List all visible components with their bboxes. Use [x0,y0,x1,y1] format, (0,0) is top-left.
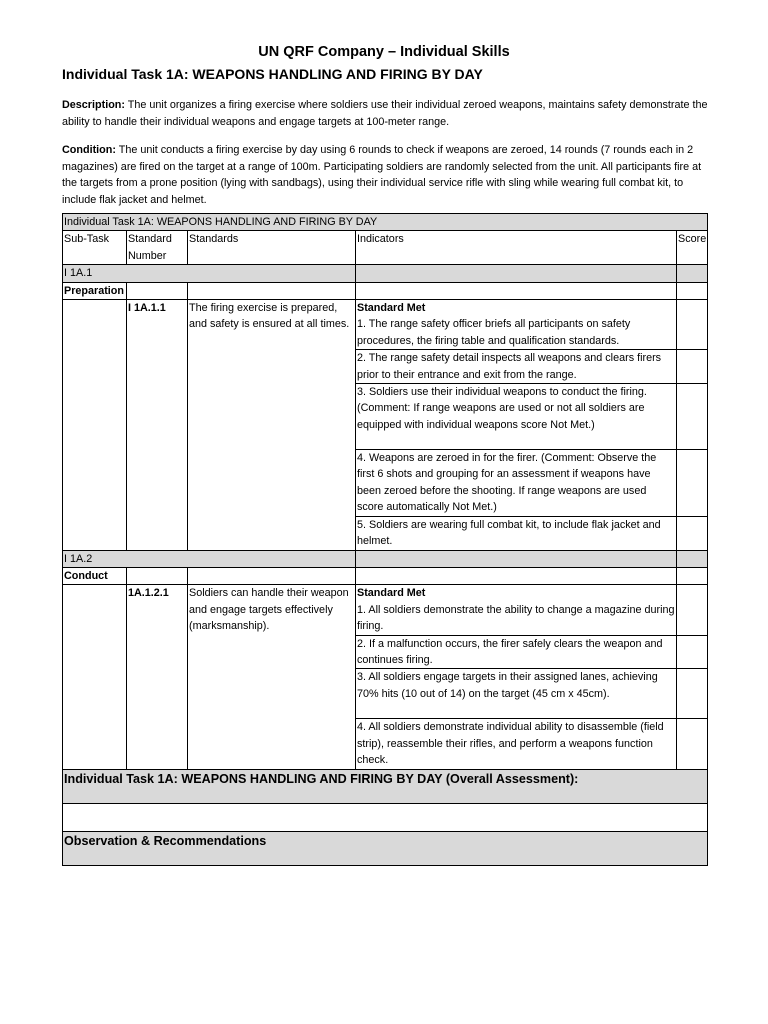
indicator-row [63,585,708,635]
empty-cell [677,265,708,282]
section-name: Preparation [63,282,127,299]
indicator-text: 4. Weapons are zeroed in for the firer. (Comment: Observe the first 6 shots and grouping for an assessment if weapons have been zeroed before the shooting. If range weapons are used score automatically Not Met.) [356,450,677,517]
empty-cell [356,550,677,567]
subtask-cell [63,585,127,769]
overall-assessment-row [63,769,708,803]
standard-text: Soldiers can handle their weapon and engage targets effectively (marksmanship). [188,585,356,769]
description-label: Description: [62,99,125,111]
empty-cell [677,550,708,567]
assessment-table [62,213,708,866]
observation-row [63,831,708,865]
section-code-row [63,550,708,567]
empty-cell [188,282,356,299]
indicator-row [63,300,708,350]
empty-cell [127,567,188,584]
empty-cell [356,265,677,282]
empty-cell [677,567,708,584]
table-title: Individual Task 1A: WEAPONS HANDLING AND FIRING BY DAY [63,214,708,231]
empty-cell [356,282,677,299]
section-code-row [63,265,708,282]
table-title-row [63,214,708,231]
col-header-score: Score [677,231,708,265]
condition-paragraph [62,142,710,208]
standard-number: I 1A.1.1 [127,300,188,550]
subtask-cell [63,300,127,550]
overall-assessment-heading: Individual Task 1A: WEAPONS HANDLING AND FIRING BY DAY (Overall Assessment): [63,769,708,803]
indicator-text: 3. Soldiers use their individual weapons to conduct the firing. (Comment: If range weapons are used or not all soldiers are equipped with individual weapons score Not Met.) [356,384,677,450]
section-name-row [63,282,708,299]
standard-met-label: Standard Met [357,302,426,315]
empty-cell [188,567,356,584]
score-cell [677,384,708,450]
score-cell [677,300,708,350]
score-cell [677,669,708,719]
task-title: Individual Task 1A: WEAPONS HANDLING AND FIRING BY DAY [62,66,483,82]
indicator-text: 5. Soldiers are wearing full combat kit, to include flak jacket and helmet. [356,516,677,550]
empty-cell [677,282,708,299]
score-cell [677,719,708,769]
assessment-entry-cell [63,803,708,831]
col-header-standards: Standards [188,231,356,265]
observation-heading: Observation & Recommendations [63,831,708,865]
description-text: The unit organizes a firing exercise where soldiers use their individual zeroed weapons, maintains safety demonstrate the ability to handle their individual weapons and engage targets at 100-meter range. [62,99,708,128]
standard-text: The firing exercise is prepared, and safety is ensured at all times. [188,300,356,550]
document-title: UN QRF Company – Individual Skills [258,44,510,60]
section-code: I 1A.2 [63,550,356,567]
score-cell [677,585,708,635]
indicator-cell [356,300,677,350]
assessment-entry-row [63,803,708,831]
condition-text: The unit conducts a firing exercise by day using 6 rounds to check if weapons are zeroed, 14 rounds (7 rounds each in 2 magazines) are fired on the target at a range of 100m. Participating soldiers are randomly selected from the unit. All participants fire at the targets from a prone position (lying with sandbags), using their individual service rifle with sling while wearing full combat kit, to include flak jacket and helmet. [62,144,702,206]
indicator-text: 1. All soldiers demonstrate the ability to change a magazine during firing. [357,603,675,633]
empty-cell [127,282,188,299]
section-name: Conduct [63,567,127,584]
indicator-text: 3. All soldiers engage targets in their assigned lanes, achieving 70% hits (10 out of 14) on the target (45 cm x 45cm). [356,669,677,719]
indicator-text: 2. If a malfunction occurs, the firer safely clears the weapon and continues firing. [356,635,677,669]
score-cell [677,635,708,669]
indicator-text: 4. All soldiers demonstrate individual ability to disassemble (field strip), reassemble their rifles, and perform a weapons function check. [356,719,677,769]
col-header-subtask: Sub-Task [63,231,127,265]
score-cell [677,450,708,517]
standard-number: 1A.1.2.1 [127,585,188,769]
standard-met-label: Standard Met [357,587,426,600]
description-paragraph [62,97,710,130]
indicator-text: 2. The range safety detail inspects all weapons and clears firers prior to their entrance and exit from the range. [356,350,677,384]
score-cell [677,350,708,384]
col-header-standard-number: Standard Number [127,231,188,265]
table-header-row [63,231,708,265]
score-cell [677,516,708,550]
section-code: I 1A.1 [63,265,356,282]
indicator-text: 1. The range safety officer briefs all participants on safety procedures, the firing table and qualification standards. [357,318,631,347]
section-name-row [63,567,708,584]
condition-label: Condition: [62,144,116,156]
col-header-indicators: Indicators [356,231,677,265]
indicator-cell [356,585,677,635]
empty-cell [356,567,677,584]
